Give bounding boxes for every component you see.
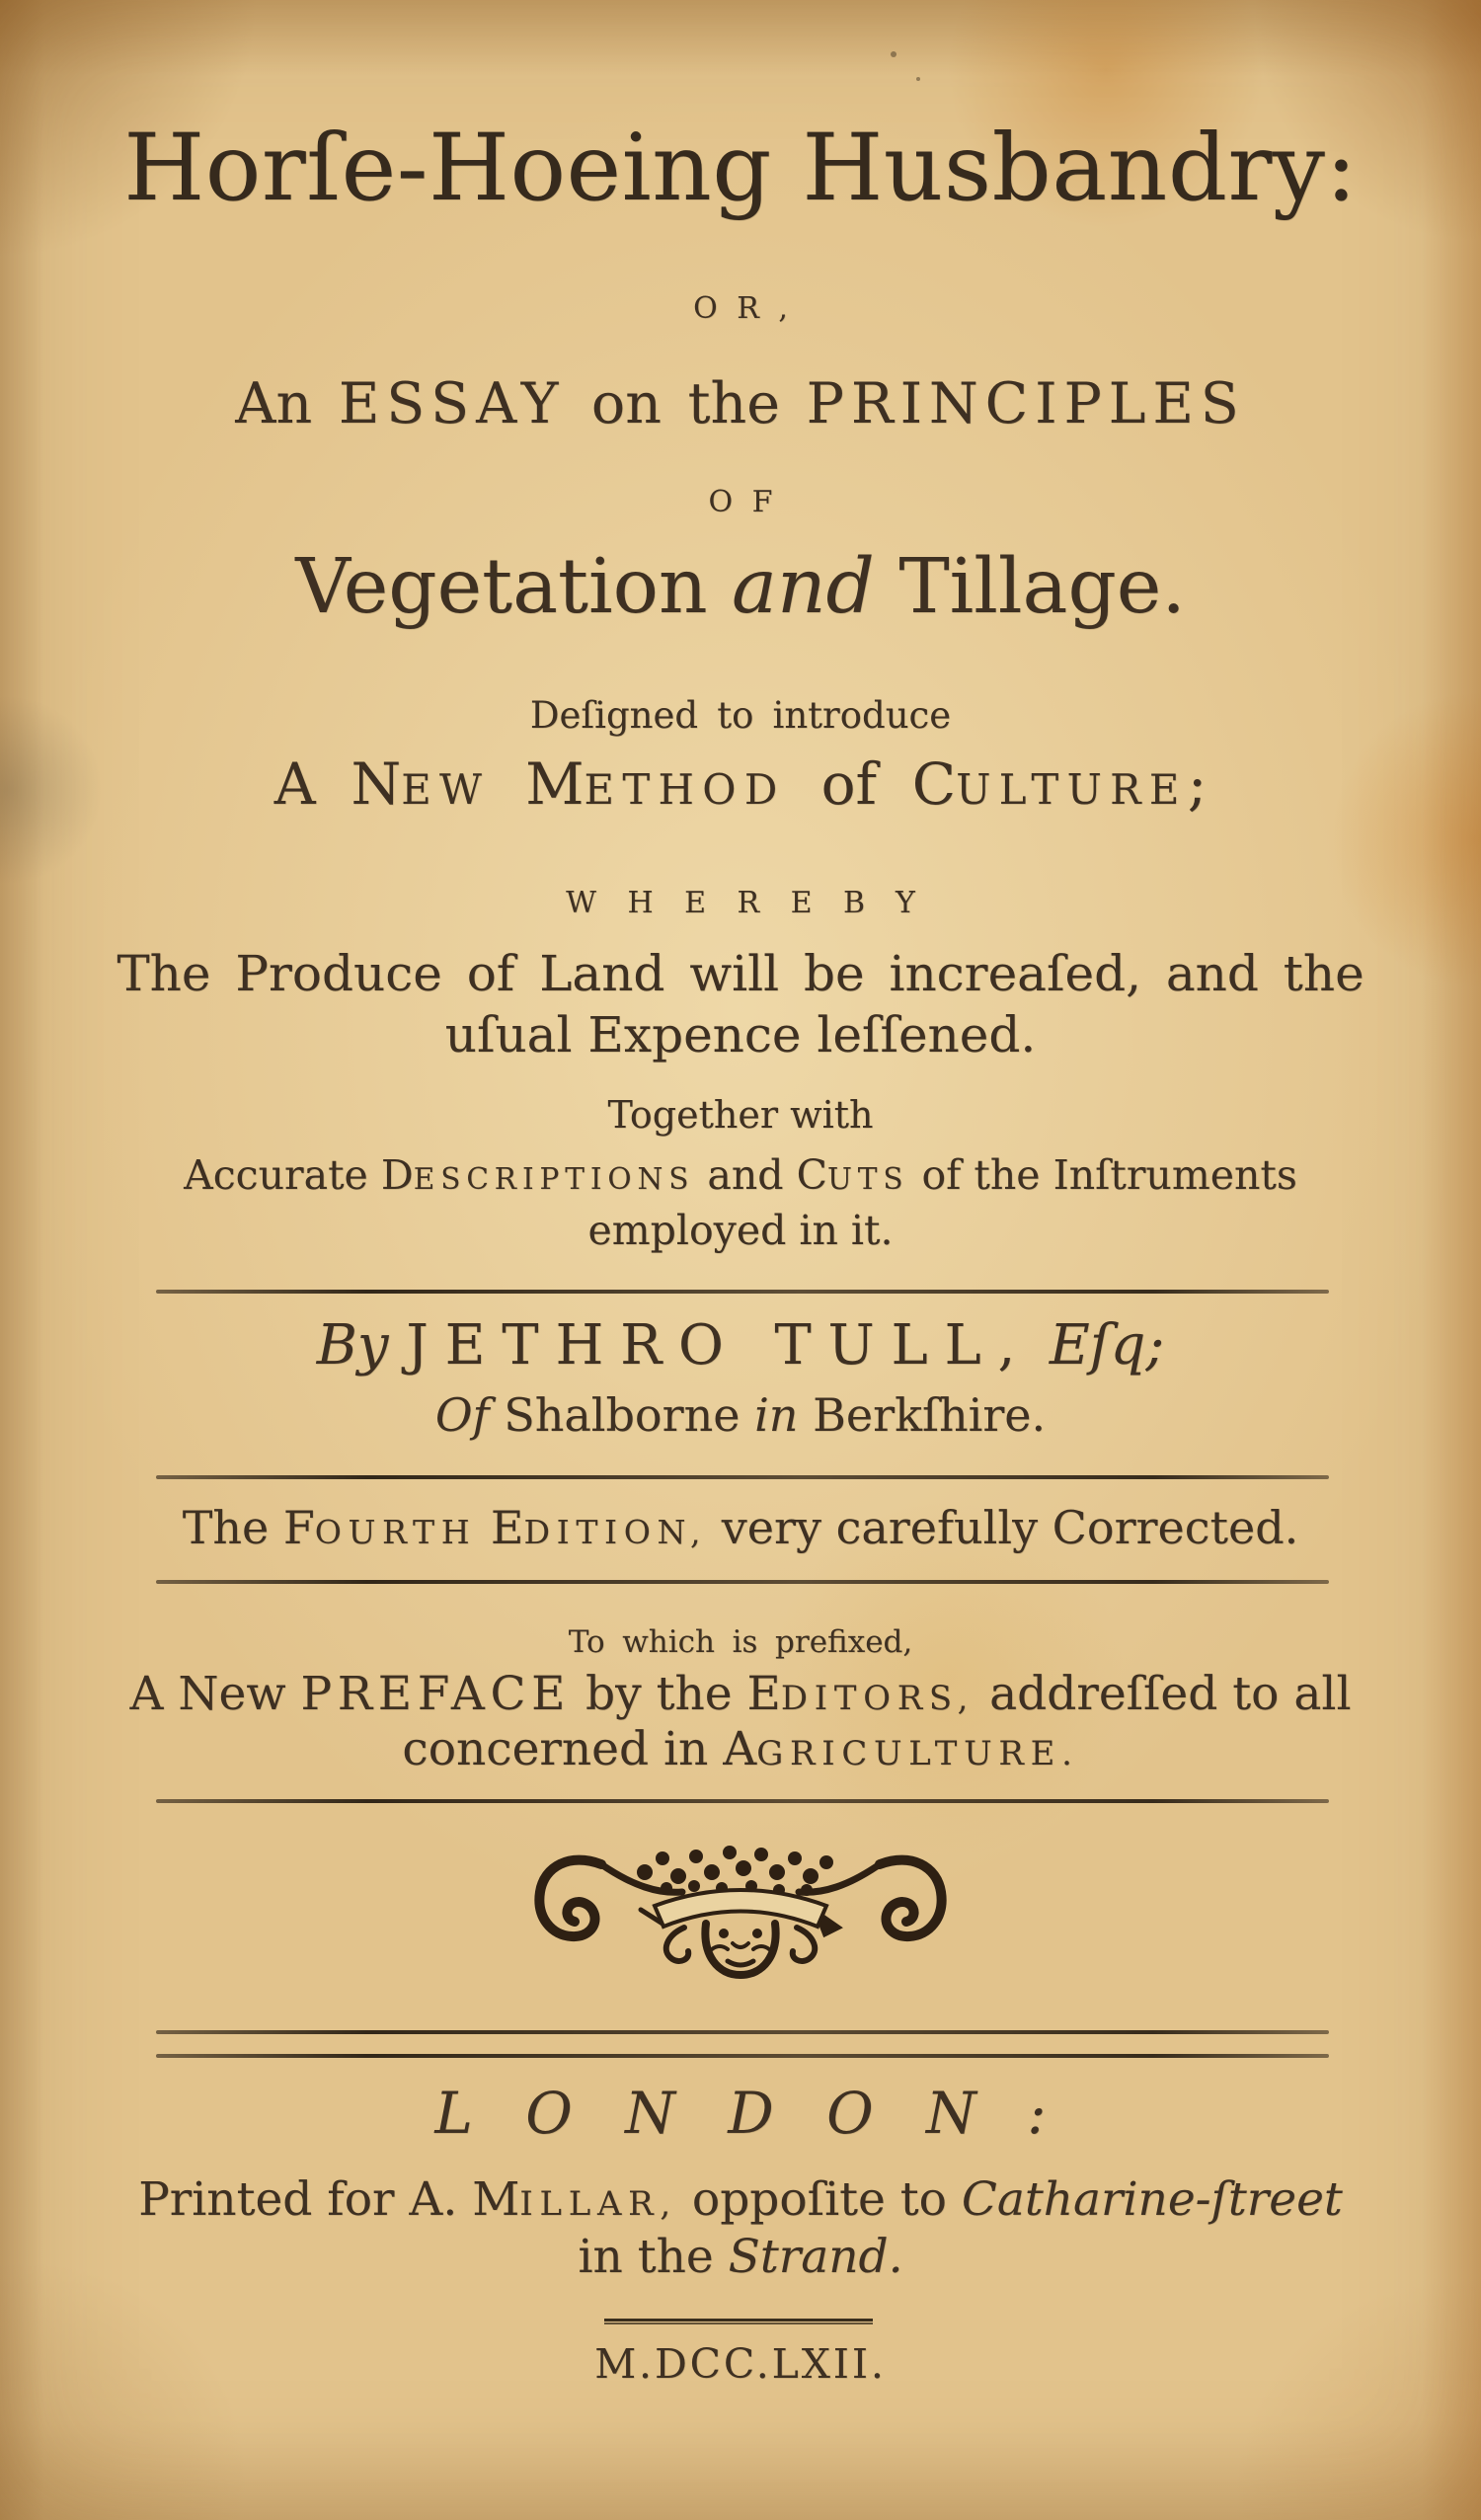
edition-fourth-cap: F (282, 1501, 315, 1554)
imprint-line-2 (89, 2232, 1392, 2284)
author-esq: Eſq; (1049, 1313, 1165, 1378)
method-culture-sc: ULTURE (956, 765, 1188, 814)
contents-desc-sc: ESCRIPTIONS (413, 1162, 695, 1196)
preface-editors-cap: E (746, 1667, 781, 1721)
contents-and: and (707, 1151, 784, 1199)
method-new-sc: EW (401, 765, 491, 814)
preface-line-1 (89, 1669, 1392, 1721)
author-line (89, 1315, 1392, 1378)
essay-word-principles: PRINCIPLES (806, 371, 1246, 436)
residence-line (89, 1390, 1392, 1442)
residence-in: in (754, 1388, 799, 1442)
subject-line (89, 545, 1392, 630)
preface-line-2 (89, 1724, 1392, 1776)
essay-word-an: An (235, 371, 313, 436)
date-line: M.DCC.LXII. (594, 2340, 887, 2388)
method-line (89, 752, 1392, 817)
preface-editors (747, 1667, 975, 1721)
london-line: LONDON: (434, 2080, 1099, 2147)
edition-fourth (283, 1501, 476, 1554)
paper-speck (891, 51, 896, 57)
essay-line (89, 373, 1392, 436)
edition-the: The (182, 1501, 270, 1554)
imprint-millar-sc: ILLAR, (519, 2184, 677, 2223)
imprint-millar (472, 2172, 677, 2227)
contents-cuts (797, 1151, 909, 1199)
method-method-sc: ETHOD (584, 765, 786, 814)
residence-shalborne: Shalborne (504, 1388, 740, 1442)
rule-above-date (604, 2319, 873, 2324)
together-line: Together with (607, 1093, 874, 1137)
author-name: JETHRO TULL, (406, 1313, 1033, 1378)
imprint-printedfor: Printed for (138, 2172, 395, 2227)
rule-above-prefixed (156, 1580, 1329, 1584)
contents-descriptions (381, 1151, 695, 1199)
contents-cuts-cap: C (796, 1151, 827, 1199)
book-title: Horſe-Hoeing Husbandry: (123, 115, 1358, 222)
whereby-label: WHEREBY (566, 886, 947, 920)
method-new-cap: N (351, 750, 402, 818)
imprint-street: Catharine-ſtreet (961, 2172, 1343, 2227)
produce-line-2: uſual Expence leſſened. (444, 1006, 1037, 1063)
subject-tillage: Tillage. (898, 543, 1186, 631)
rule-above-edition (156, 1475, 1329, 1479)
essay-word-onthe: on the (590, 371, 780, 436)
preface-rest: addreſſed to all (989, 1667, 1352, 1721)
edition-edition-sc: DITION, (523, 1513, 708, 1551)
method-a: A (273, 750, 316, 818)
contents-line-2: employed in it. (587, 1207, 894, 1254)
preface-agriculture (723, 1722, 1078, 1776)
method-culture (912, 750, 1208, 818)
contents-desc-cap: D (380, 1151, 414, 1199)
designed-line: Deſigned to introduce (529, 694, 952, 737)
method-method (525, 750, 786, 818)
paper-speck (916, 77, 920, 81)
rule-above-ornament (156, 1799, 1329, 1803)
imprint-strand: Strand. (728, 2230, 903, 2284)
imprint-millar-cap: M (472, 2172, 520, 2227)
preface-agri-sc: GRICULTURE. (756, 1734, 1079, 1772)
essay-word-essay: ESSAY (338, 371, 566, 436)
imprint-initial: A. (409, 2172, 458, 2227)
contents-rest: of the Inſtruments (921, 1151, 1297, 1199)
preface-editors-sc: DITORS, (780, 1679, 975, 1717)
preface-bythe: by the (585, 1667, 733, 1721)
contents-line-1 (89, 1153, 1392, 1199)
imprint-inthe: in the (578, 2230, 714, 2284)
edition-edition-cap: E (490, 1501, 524, 1554)
produce-line-1: The Produce of Land will be increaſed, and the (117, 945, 1364, 1002)
contents-cuts-sc: UTS (826, 1162, 909, 1196)
method-semicolon: ; (1187, 750, 1208, 818)
method-method-cap: M (525, 750, 585, 818)
preface-concerned: concerned in (402, 1722, 709, 1776)
method-of: of (820, 750, 877, 818)
rule-above-author (156, 1290, 1329, 1294)
preface-anew: A New (129, 1667, 286, 1721)
or-label: OR, (693, 291, 808, 326)
edition-fourth-sc: OURTH (314, 1513, 477, 1551)
double-rule-bottom (156, 2054, 1329, 2058)
edition-line (89, 1503, 1392, 1554)
double-rule-top (156, 2030, 1329, 2034)
subject-and: and (732, 543, 875, 631)
residence-berkshire: Berkſhire. (813, 1388, 1047, 1442)
contents-accurate: Accurate (184, 1151, 368, 1199)
of-label: OF (708, 485, 792, 519)
method-new (351, 750, 490, 818)
residence-of: Of (434, 1388, 490, 1442)
edition-edition (491, 1501, 707, 1554)
printer-ornament (518, 1833, 963, 1991)
prefixed-line: To which is prefixed, (568, 1624, 913, 1660)
preface-agri-cap: A (723, 1722, 757, 1776)
imprint-opposite: oppoſite to (691, 2172, 947, 2227)
subject-vegetation: Vegetation (295, 543, 708, 631)
imprint-line-1 (89, 2174, 1392, 2227)
edition-rest: very carefully Corrected. (721, 1501, 1299, 1554)
author-by: By (316, 1313, 389, 1378)
method-culture-cap: C (911, 750, 957, 818)
preface-preface: PREFACE (300, 1667, 572, 1721)
